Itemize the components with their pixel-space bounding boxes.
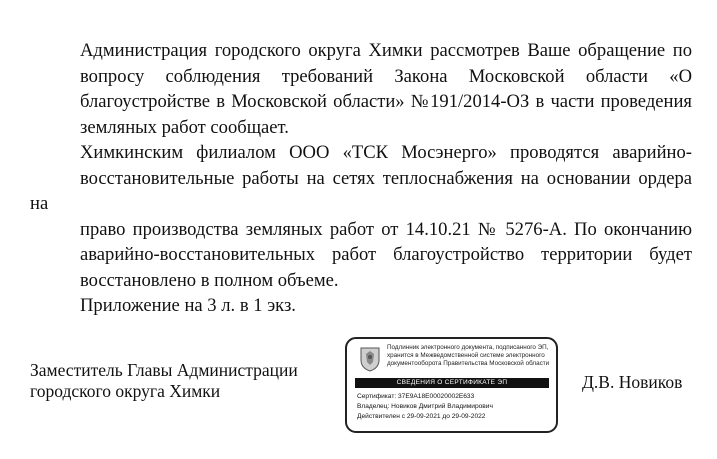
stamp-notice [387, 344, 555, 368]
paragraph-2 [30, 140, 692, 293]
moscow-region-coat-of-arms-icon [359, 346, 381, 372]
text-line: благоустройстве в Московской области» №191/2014-ОЗ в части проведения [80, 91, 692, 112]
certificate-number: Сертификат: 37E9A18E00020002E633 [357, 393, 475, 400]
electronic-signature-stamp [345, 337, 558, 433]
paragraph-1 [30, 38, 692, 140]
text-line: вопросу соблюдения требований Закона Московской области «О [80, 65, 692, 87]
text-line: земляных работ сообщает. [80, 116, 289, 138]
signer-name: Д.В. Новиков [582, 372, 683, 392]
text-line: аварийно-восстановительных работ благоустройство территории будет [80, 244, 692, 265]
certificate-validity: Действителен с 29-09-2021 до 29-09-2022 [357, 413, 486, 420]
text-line: восстановительные работы на сетях теплоснабжения на основании ордера на [30, 167, 692, 214]
letter-body [30, 38, 692, 319]
certificate-owner: Владелец: Новиков Дмитрий Владимирович [357, 403, 493, 410]
stamp-notice-line: хранится в Межведомственной системе электронного [387, 352, 545, 359]
stamp-notice-line: документооборота Правительства Московской области [387, 360, 550, 367]
stamp-notice-line: Подлинник электронного документа, подписанного ЭП, [387, 344, 549, 351]
signer-position [30, 360, 298, 402]
signer-position-line: Заместитель Главы Администрации [30, 360, 298, 380]
paragraph-attachment [30, 293, 692, 319]
signer-position-line: городского округа Химки [30, 381, 221, 401]
stamp-header: СВЕДЕНИЯ О СЕРТИФИКАТЕ ЭП [355, 378, 549, 388]
text-line: восстановлено в полном объеме. [80, 269, 339, 291]
text-line: Химкинским филиалом ООО «ТСК Мосэнерго» проводятся аварийно- [80, 142, 692, 163]
text-line: право производства земляных работ от 14.10.21 № 5276-А. По окончанию [80, 218, 692, 240]
attachment-note: Приложение на 3 л. в 1 экз. [80, 295, 296, 316]
certificate-details [357, 392, 553, 422]
text-line: Администрация городского округа Химки рассмотрев Ваше обращение по [80, 40, 692, 61]
